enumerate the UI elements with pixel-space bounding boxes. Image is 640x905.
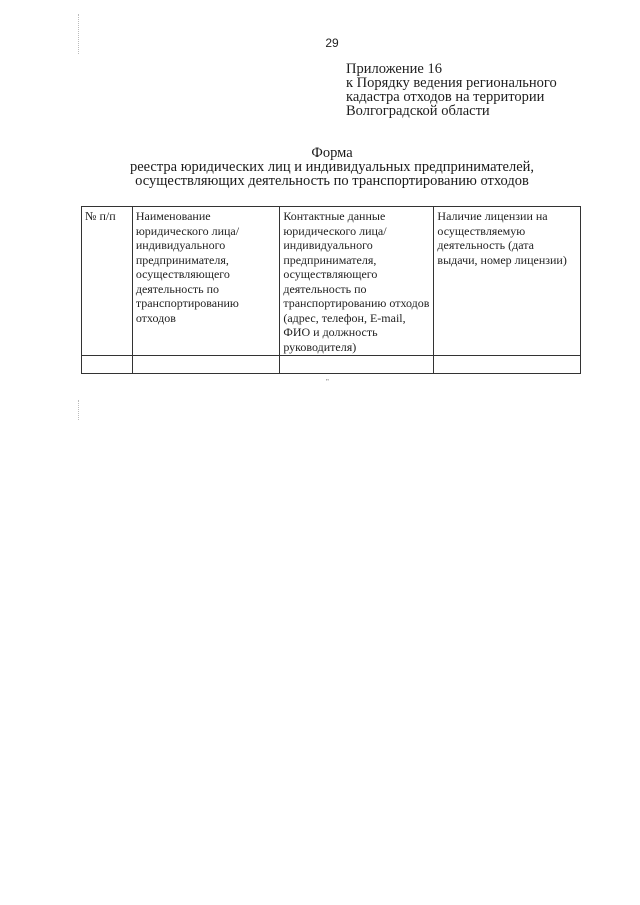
margin-scan-marks-lower	[78, 400, 81, 420]
header-cell-name: Наименование юридического лица/индивидуального предпринимателя, осуществляющего деятельность по транспортированию отходов	[132, 207, 280, 356]
table-row	[82, 356, 581, 374]
registry-table	[81, 206, 581, 374]
table-cell	[82, 356, 133, 374]
header-cell-contacts: Контактные данные юридического лица/индивидуального предпринимателя, осуществляющего деятельность по транспортированию отходов (адрес, телефон, E-mail, ФИО и должность руководителя)	[280, 207, 434, 356]
form-title-line-3: осуществляющих деятельность по транспортированию отходов	[135, 173, 529, 189]
page-number: 29	[325, 36, 339, 50]
form-title	[0, 146, 640, 188]
table-cell	[434, 356, 581, 374]
appendix-heading	[346, 62, 557, 118]
header-cell-license: Наличие лицензии на осуществляемую деятельность (дата выдачи, номер лицензии)	[434, 207, 581, 356]
appendix-line-2: к Порядку ведения регионального	[346, 75, 557, 91]
footer-mark: "	[326, 378, 329, 386]
table-cell	[280, 356, 434, 374]
appendix-line-4: Волгоградской области	[346, 103, 490, 119]
form-title-line-2: реестра юридических лиц и индивидуальных предпринимателей,	[129, 159, 535, 175]
appendix-line-1: Приложение 16	[346, 61, 442, 77]
header-cell-number: № п/п	[82, 207, 133, 356]
appendix-line-3: кадастра отходов на территории	[346, 89, 545, 105]
table-header-row	[82, 207, 581, 356]
form-title-line-1: Форма	[311, 145, 353, 161]
table-cell	[132, 356, 280, 374]
